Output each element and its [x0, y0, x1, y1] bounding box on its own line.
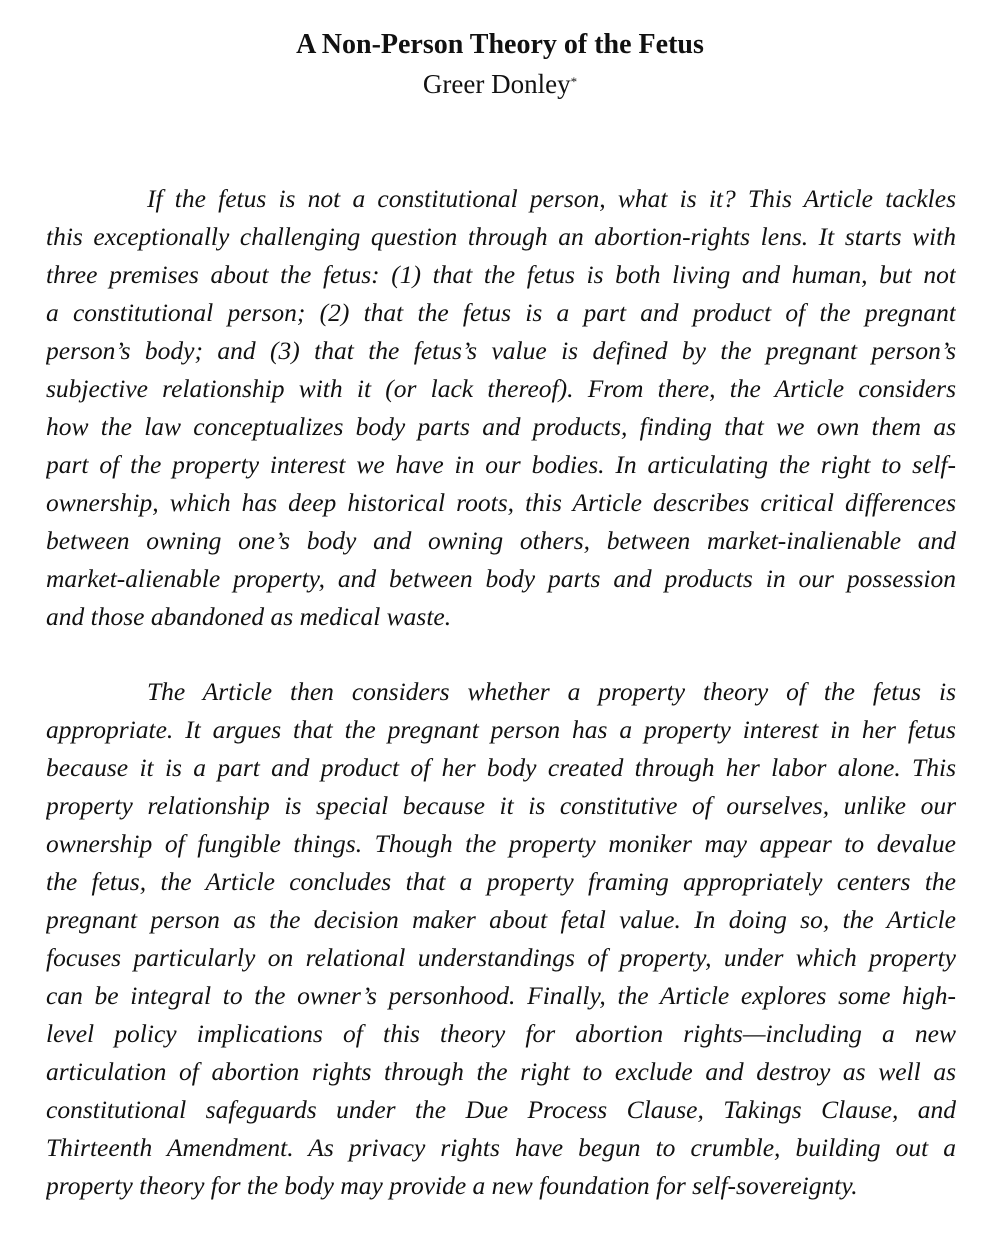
- author-line: [0, 67, 1000, 101]
- paragraph-line: a constitutional person; (2) that the fetus is a part and product of the pregnant: [46, 298, 956, 327]
- paragraph-line: how the law conceptualizes body parts and products, finding that we own them as: [46, 412, 956, 441]
- paragraph-line: property theory for the body may provide a new foundation for self-sovereignty.: [46, 1171, 858, 1200]
- paragraph-line: between owning one’s body and owning others, between market-inalienable and: [46, 526, 956, 555]
- paragraph-line: three premises about the fetus: (1) that the fetus is both living and human, but not: [46, 260, 956, 289]
- paragraph-line: pregnant person as the decision maker about fetal value. In doing so, the Article: [46, 905, 956, 934]
- paragraph-line: person’s body; and (3) that the fetus’s value is defined by the pregnant person’s: [46, 336, 956, 365]
- abstract-paragraph-2: [46, 673, 956, 1205]
- abstract-paragraph-1: [46, 180, 956, 636]
- paragraph-line: The Article then considers whether a property theory of the fetus is: [147, 677, 956, 706]
- paragraph-line: ownership of fungible things. Though the property moniker may appear to devalue: [46, 829, 956, 858]
- paragraph-line: the fetus, the Article concludes that a property framing appropriately centers the: [46, 867, 956, 896]
- author-footnote-marker: *: [570, 74, 578, 89]
- paragraph-line: focuses particularly on relational understandings of property, under which property: [46, 943, 956, 972]
- paper-title: A Non-Person Theory of the Fetus: [296, 29, 704, 60]
- paragraph-line: Thirteenth Amendment. As privacy rights have begun to crumble, building out a: [46, 1133, 956, 1162]
- paragraph-line: part of the property interest we have in our bodies. In articulating the right to self-: [46, 450, 956, 479]
- paragraph-line: articulation of abortion rights through the right to exclude and destroy as well as: [46, 1057, 956, 1086]
- paragraph-line: If the fetus is not a constitutional person, what is it? This Article tackles: [147, 184, 956, 213]
- paragraph-line: because it is a part and product of her body created through her labor alone. This: [46, 753, 956, 782]
- paragraph-line: ownership, which has deep historical roots, this Article describes critical differences: [46, 488, 956, 517]
- author-name: Greer Donley: [422, 69, 571, 99]
- paragraph-line: property relationship is special because it is constitutive of ourselves, unlike our: [46, 791, 956, 820]
- paragraph-line: constitutional safeguards under the Due Process Clause, Takings Clause, and: [46, 1095, 956, 1124]
- paragraph-line: market-alienable property, and between body parts and products in our possession: [46, 564, 956, 593]
- paragraph-line: and those abandoned as medical waste.: [46, 602, 452, 631]
- paragraph-line: this exceptionally challenging question through an abortion-rights lens. It starts with: [46, 222, 956, 251]
- paragraph-line: can be integral to the owner’s personhood. Finally, the Article explores some high-: [46, 981, 956, 1010]
- paragraph-line: subjective relationship with it (or lack thereof). From there, the Article considers: [46, 374, 956, 403]
- paragraph-line: appropriate. It argues that the pregnant person has a property interest in her fetus: [46, 715, 956, 744]
- paragraph-line: level policy implications of this theory for abortion rights—including a new: [46, 1019, 956, 1048]
